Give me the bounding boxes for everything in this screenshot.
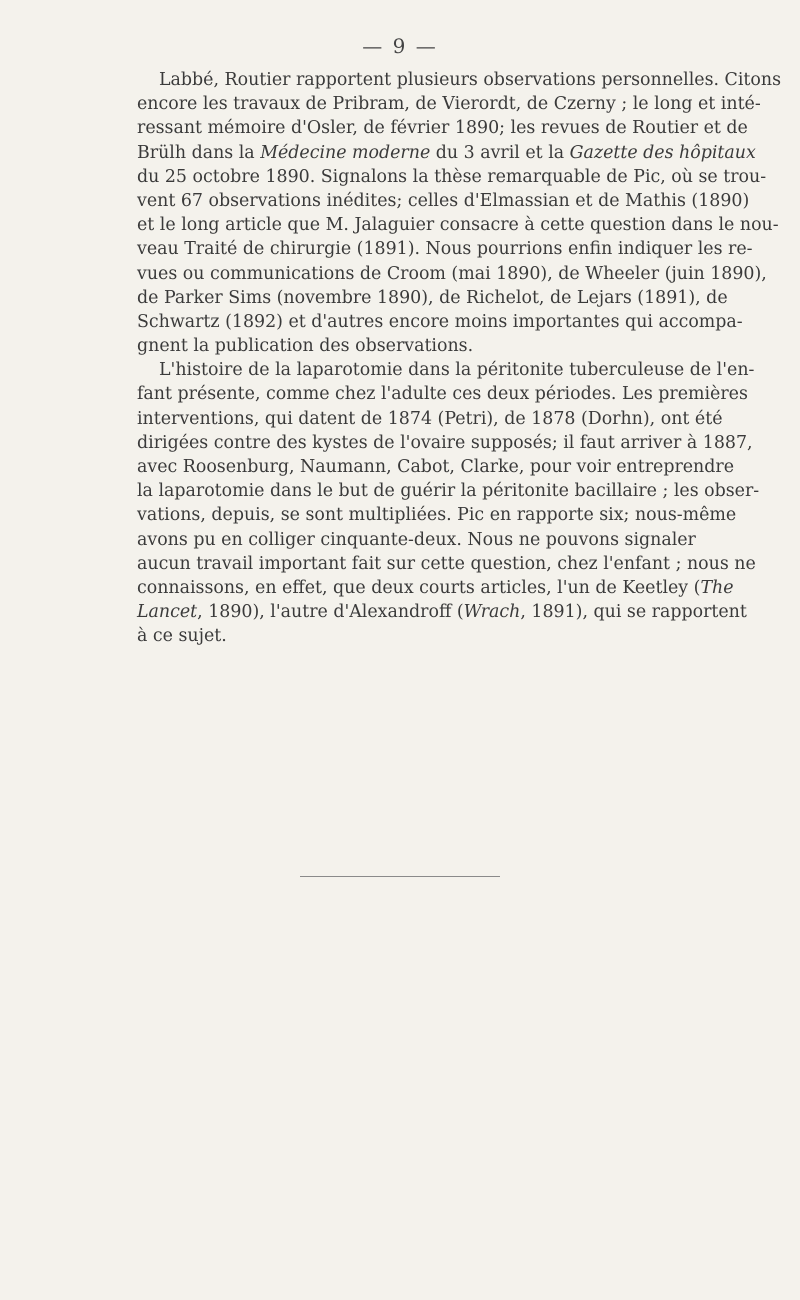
- text-run: vues ou communications de Croom (mai 1890), de Wheeler (juin 1890),: [137, 263, 767, 284]
- text-run: vations, depuis, se sont multipliées. Pic en rapporte six; nous-même: [137, 505, 737, 526]
- text-run: , 1891), qui se rapportent: [520, 602, 747, 623]
- text-run: vent 67 observations inédites; celles d'Elmassian et de Mathis (1890): [137, 190, 750, 211]
- text-line: [137, 213, 779, 237]
- text-line: [137, 624, 685, 648]
- text-run: Brülh dans la: [137, 142, 261, 163]
- text-line: [137, 503, 737, 527]
- text-line: [137, 455, 734, 479]
- text-run: gnent la publication des observations.: [137, 336, 474, 357]
- text-run: , 1890), l'autre d'Alexandroff (: [197, 602, 464, 623]
- text-line: [137, 552, 756, 576]
- text-run: dirigées contre des kystes de l'ovaire supposés; il faut arriver à 1887,: [137, 432, 753, 453]
- text-line: [137, 189, 750, 213]
- italic-title: Wrach: [463, 602, 521, 623]
- body-text: [137, 68, 782, 649]
- text-line: [137, 431, 753, 455]
- text-run: avec Roosenburg, Naumann, Cabot, Clarke, pour voir entreprendre: [137, 457, 734, 477]
- text-run: fant présente, comme chez l'adulte ces deux périodes. Les premières: [137, 384, 748, 405]
- text-run: ressant mémoire d'Osler, de février 1890; les revues de Routier et de: [137, 118, 748, 139]
- text-line: [137, 165, 767, 189]
- text-line: [137, 310, 743, 334]
- text-run: de Parker Sims (novembre 1890), de Richelot, de Lejars (1891), de: [137, 287, 728, 308]
- paragraph-2: [137, 358, 760, 648]
- text-run: aucun travail important fait sur cette question, chez l'enfant ; nous ne: [137, 553, 756, 574]
- text-line: [137, 407, 723, 431]
- text-run: avons pu en colliger cinquante-deux. Nous ne pouvons signaler: [137, 529, 696, 550]
- text-line: [137, 334, 685, 358]
- text-line: [137, 262, 767, 286]
- text-run: L'histoire de la laparotomie dans la péritonite tuberculeuse de l'en-: [159, 360, 755, 381]
- text-line: [137, 68, 782, 92]
- text-run: et le long article que M. Jalaguier consacre à cette question dans le nou-: [137, 215, 779, 236]
- italic-title: Médecine moderne: [260, 142, 431, 163]
- text-run: Labbé, Routier rapportent plusieurs observations personnelles. Citons: [159, 70, 782, 90]
- italic-title: The: [700, 577, 734, 598]
- text-line: [137, 382, 748, 406]
- text-run: Schwartz (1892) et d'autres encore moins importantes qui accompa-: [137, 311, 743, 332]
- text-line: [137, 141, 756, 165]
- text-line: [137, 576, 734, 600]
- text-run: la laparotomie dans le but de guérir la péritonite bacillaire ; les obser-: [137, 481, 760, 502]
- text-line: [137, 286, 728, 310]
- text-run: du 3 avril et la: [430, 142, 570, 163]
- page-number: — 9 —: [362, 34, 438, 58]
- footer-rule: [300, 876, 500, 877]
- text-line: [137, 479, 760, 503]
- text-line: [137, 116, 748, 140]
- text-run: à ce sujet.: [137, 626, 227, 647]
- text-line: [137, 528, 696, 552]
- text-line: [137, 237, 753, 261]
- italic-title: Lancet: [137, 602, 198, 623]
- text-run: interventions, qui datent de 1874 (Petri), de 1878 (Dorhn), ont été: [137, 408, 723, 429]
- text-run: veau Traité de chirurgie (1891). Nous pourrions enfin indiquer les re-: [137, 239, 753, 260]
- italic-title: Gazette des hôpitaux: [569, 142, 756, 163]
- text-line: [137, 92, 761, 116]
- text-line: [137, 358, 755, 382]
- text-run: connaissons, en effet, que deux courts articles, l'un de Keetley (: [137, 577, 701, 598]
- text-line: [137, 600, 747, 624]
- paragraph-1: [137, 68, 782, 358]
- text-run: encore les travaux de Pribram, de Vierordt, de Czerny ; le long et inté-: [137, 94, 761, 115]
- text-run: du 25 octobre 1890. Signalons la thèse remarquable de Pic, où se trou-: [137, 166, 767, 187]
